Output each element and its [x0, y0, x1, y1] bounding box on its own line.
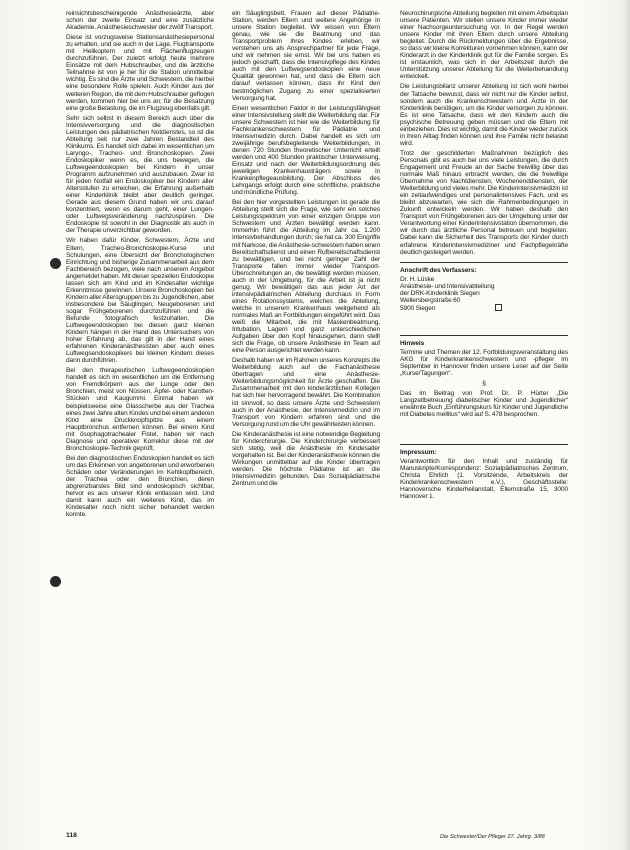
address-line: [400, 304, 568, 312]
imprint-text: Verantwortlich für den Inhalt und zuständig für Manuskripte/Korrespondenz: Sozialpädiatrisches Zentrum, Christa Ehrlich (1. Vorsitzende, Arbeitskreis der Kinderkrankenschwestern e.V.), Geschäftsstelle: Hannoversche Kinderheilanstalt, Ellernstraße 15, 3000 Hannover 1.: [400, 458, 568, 501]
end-mark-icon: [495, 304, 502, 311]
punch-hole: [50, 258, 61, 269]
address-line: Wellersbergstraße 60: [400, 297, 461, 305]
paragraph: Neurochirurgische Abteilung begleiten mit einem Arbeitsplan unsere Patienten. Wir stellen unsere Kinder immer wieder einer Nachsorgeuntersuchung vor. In der Regel werden unsere Kinder mit ihren Eltern durch unsere Abteilung begleitet. Durch die Rückmeldungen über die Ergebnisse, so dass wir kleine Korrekturen vornehmen können, kann der Kinderarzt in der Kinderklinik gut für die Familie sorgen. Es ist erstaunlich, was sich in der Arbeitszeit durch die Unterstützung unserer Abteilung für die Weiterbehandlung entwickelt.: [400, 10, 568, 81]
paragraph: Diese ist vorzugsweise Stationsanästhesiepersonal zu erhalten, und sie auch in der Lage, Flugtransporte mit Helikoptern und mit Flächenflugzeugen durchzuführen. Der zuletzt erfolgt heute mehrere Einsätze mit dem Hubschrauber, und die ärztliche Teilnahme ist von je her für die Station unmittelbar wichtig. Es sind die Ärzte und Schwestern, die hierbei eine besondere Rolle spielen. Auch Kinder aus der weiteren Region, die mit dem Hubschrauber geflogen werden, kommen hier bei uns an; für die Besatzung eine große Belastung, die im Flugzeug ebenfalls gilt.: [66, 34, 214, 112]
paragraph: Bei den diagnostischen Endoskopien handelt es sich um das Erkennen von angeborenen und erworbenen Schäden oder Veränderungen im Kehlkopfbereich, der Trachea oder den Bronchien, deren abgrenzbarstes Bild sind endoskopisch sichtbar, hervor es aus unserer Klinik entlassen wird. Und damit kann auch ein weiteres Kind, das im Kindesalter noch nicht sicher behandelt werden konnte.: [66, 454, 214, 519]
text-column-left: [66, 10, 214, 820]
notice-block: [400, 340, 568, 418]
text-column-right: [400, 10, 568, 825]
author-address-block: [400, 267, 568, 313]
notice-text: Termine und Themen der 12. Fortbildungsveranstaltung des AKG für Kinderkrankenschwestern und -pfleger im September in Hannover finden unsere Leser auf der Seite „Kurse/Tagungen“.: [400, 348, 568, 377]
scan-shadow: [622, 0, 630, 850]
paragraph: Die Kinderanästhesie ist eine notwendige Begleitung für Kinderchirurgie. Die Kinderchirurgie verbessert sich stetig, weil die Anästhesie im Kindesalter vorgehalten ist. Bei der Kinderanästhesie können die Wirkungen unmittelbar auf die Kinder übertragen werden. Die höchste Pädiatrie ist an die Intensivmedizin gebunden. Das Sozialpädiatrische Zentrum und die: [232, 430, 380, 488]
section-marker: §: [482, 379, 486, 387]
address-line: der DRK-Kinderklinik Siegen: [400, 290, 480, 298]
imprint-heading: Impressum:: [400, 449, 437, 457]
paragraph: Trotz der geschilderten Maßnahmen bezüglich des Personals gibt es auch bei uns viele Leistungen, die durch Engagement und Freude an der Sache freiwillig über das normale Maß hinaus erbracht werden, die die freiwillige Übernahme von Nachtdiensten, Wochenenddiensten, der Weiterbildung und vieles mehr. Die Kinderintensivmedizin ist ein zeitaufwendiges und personalintensives Fach, und es bleibt abzuwarten, wie sich die Rahmenbedingungen in Zukunft entwickeln werden. Wir haben deshalb den Transport von Frühgeborenen aus der Umgebung unter der Verantwortung einer Kinderintensivstation übernommen, die wir durch das ärztliche Personal betreuen und begleiten. Dabei kann die Sicherheit des Transports der Kinder durch erfahrene Kinderintensivmediziner und Fachpflegekräfte deutlich gesteigert werden.: [400, 149, 568, 256]
page-number: 118: [66, 832, 77, 839]
notice-heading: Hinweis: [400, 339, 425, 347]
paragraph: reinsichtsbescheinigende Anästhesieärzte, aber schon der zweite Einsatz und eine zusätzliche Akademie. Anästhesieschwester der zwölf Transport.: [66, 10, 214, 32]
paragraph: Sehr sich selbst in diesem Bereich auch über die Intensivversorgung und die diagnostischen Leistungen des pädiatrischen Notdienstes, so ist die Abteilung seit nur zwei Jahren Bestandteil des Klinikums. Es handelt sich dabei im wesentlichen um Laryngo-, Tracheo- und Bronchoskopien. Zwei Endoskopiker wenn es, die uns bewegen, die Luftwegeendoskopien bei Kindern in unser Programm aufzunehmen und auszubauen. Zwar ist für jeden Notfall ein Endoskopiker bei Kindern aller Altersstufen zu erreichen, die Erfahrung außerhalb einer Kinderklinik bleibt aber deutlich geringer. Gerade aus diesem Grund haben wir uns darauf konzentriert, wenn es darum geht, einer Lungen- oder Luftwegsveränderung nachzuspüren. Die Endoskopie ist sowohl in der Diagnostik als auch in der Therapie unverzichtbar geworden.: [66, 114, 214, 235]
text-column-middle: [232, 10, 380, 825]
divider: [400, 262, 568, 263]
address-line: Anästhesie- und Intensivabteilung: [400, 282, 495, 290]
address-city: 5900 Siegen: [400, 305, 436, 313]
paragraph: Die Leistungsbilanz unserer Abteilung ist sich wohl hierbei der Tatsache bewusst, dass wir nicht nur die Kinder selbst, sondern auch die Krankenschwestern und Ärzte in der Kinderklinik benötigen, um die Kinder versorgen zu können. Es ist eine Tatsache, dass wir den Kindern auch die psychische Betreuung geben müssen und die Eltern mit einbeziehen. Dies ist wichtig, damit die Kinder wieder zurück in ihren Alltag finden können und ihre Familie nicht belastet wird.: [400, 83, 568, 147]
paragraph: Bei den hier vorgestellten Leistungen ist gerade die Abteilung stellt sich die Frage, wie sehr ein solches Leistungsspektrum von einer einzigen Gruppe von Schwestern und Ärzten bewältigt werden kann. Immerhin führt die Abteilung im Jahr ca. 1.200 Intensivbehandlungen durch; sie hat ca. 300 Eingriffe mit Narkose, die Anästhesie-schwestern haben einen Bereitschaftsdienst und einen Rufbereitschaftsdienst zu bewältigen, und bei nicht geringer Zahl der Transporte fallen immer wieder Transport-Überschreitungen an, die bewältigt werden müssen, auch in der Umgebung, für die Arbeit ist ja nicht genug. Wir bewältigen das aus jeder Art der intensivpädiatrischen Abteilung durchaus in Form eines Rotationssystems, welches die Abteilung, welche in unserem Krankenhaus weitgehend als normales Maß an Fortbildungen eingeführt wird. Das weiß die Mitarbeit, die mit Maskenbeatmung, Intubation, Lagern und ganz unterschiedlichen Aufgaben über den Kopf hinausgehen, dann stellt sich die Frage, ob unsere Anästhesie im Team auf eine Person ausgerichtet werden kann.: [232, 199, 380, 355]
imprint-block: [400, 449, 568, 500]
paragraph: Einen wesentlichen Faktor in der Leistungsfähigkeit einer Intensivstellung stellt die Weiterbildung dar. Für unsere Schwestern ist hier wie die Weiterbildung für Fachkrankenschwestern für Pädiatrie und Intensivmedizin durch. Dabei handelt es sich um zweijährige berufsbegleitende Weiterbildungen, in denen 720 Stunden theoretischer Unterricht erteilt werden und 400 Stunden praktischer Unterweisung, Einsatz und nach der Weiterbildungsordnung des jeweiligen Krankenhausträgers sowie in Krankenpflegeausbildung. Der Abschluss des Lehrgangs erfolgt durch eine schriftliche, praktische und mündliche Prüfung.: [232, 104, 380, 197]
paragraph: Wir haben dafür Kinder, Schwestern, Ärzte und Eltern, Tracheo-Bronchoskopie-Kurse und Schulungen, eine Übersicht der Bronchologischen Einrichtung und bisherige Zusammenarbeit aus dem Fachbereich bezogen, viele nach unserem Angebot angemeldet haben. Mit dieser speziellen Endoskopie lassen sich am Kind und im Kindesalter wichtige Erkenntnisse gewinnen. Unsere Bronchoskopien bei Kindern aller Altersgruppen bis zu Jugendlichen, aber insbesondere bei Säuglingen, Neugeborenen und sogar Frühgeborenen durchzuführen und die Befunde fotografisch festzuhalten. Die Luftwegeendoskopien bei diesen ganz kleinen Kindern hängen in der Hand des Untersuchers von hoher Erfahrung ab, das gilt in der Hand eines erfahrenen Kinderanästhesisten aber auch eines Luftwegsendoskopikers bei kleinen Kindern dieses dann durchführen.: [66, 237, 214, 365]
paragraph: Bei den therapeutischen Luftwegeendoskopien handelt es sich im wesentlichen um die Entfernung von Fremdkörpern aus der Lunge oder den Bronchien, meist von Nüssen, Äpfel- oder Karotten-Stücken und Kaugummi. Einmal haben wir beispielsweise eine Glasscherbe aus der Trachea eines zwei Jahre alten Kindes und bei einem anderen Kind eine Druckknopfspitze aus einem Hauptbronchus entfernen können. Bei einem Kind mit ösophagotrachealer Fistel, haben wir nach Diagnose und operativer Korrektur diese mit der Bronchoskopie-Technik geprüft.: [66, 367, 214, 452]
paragraph: Deshalb haben wir im Rahmen unseres Konzepts die Weiterbildung auch auf die Fachanästhesie übertragen und eine Anästhesie-Weiterbildungsmöglichkeit für Ärzte geschaffen. Die Zusammenarbeit mit den kinderärztlichen Kollegen hat sich hier hervorragend bewährt. Die Kombination ist sinnvoll, so dass unsere Ärzte und Schwestern auch in der Anästhesie, der Intensivmedizin und im Transport von Kindern erfahren sind und die Versorgung rund um die Uhr gewährleisten können.: [232, 357, 380, 428]
journal-footer: Die Schwester/Der Pfleger 27. Jahrg. 3/88: [440, 834, 545, 840]
address-heading: Anschrift des Verfassers:: [400, 266, 477, 274]
address-lines: [400, 276, 568, 313]
divider: [400, 444, 568, 445]
divider: [400, 335, 568, 336]
address-line: Dr. H. Lüske: [400, 275, 435, 283]
punch-hole: [50, 576, 61, 587]
notice-text: Das im Beitrag von Prof. Dr. P. Hürter „Die Langzeitbetreuung diabetischer Kinder und Jugendlicher“ erwähnte Buch „Einführungskurs für Kinder und Jugendliche mit Diabetes mellitus“ wird auf S. 478 besprochen.: [400, 389, 568, 419]
paragraph: ein Säuglingsbett. Frauen auf dieser Pädiatrie-Station, werden Eltern und weitere Angehörige in unsere Station begleitet. Wir wissen von Eltern genau, wie sie die Beatmung und das Transportproblem ihres Kindes erleben, wir verstehen uns als Ansprechpartner für jede Frage, und wir nehmen sie ernst. Wir bei uns haben es jedoch geschafft, dass die Intensivpflege des Kindes auch mit den Luftwegsendoskopien eine neue Qualität gewonnen hat, und dass die Eltern sich darauf verlassen können, dass ihr Kind den bestmöglichen Zugang zu einer spezialisierten Versorgung hat.: [232, 10, 380, 102]
